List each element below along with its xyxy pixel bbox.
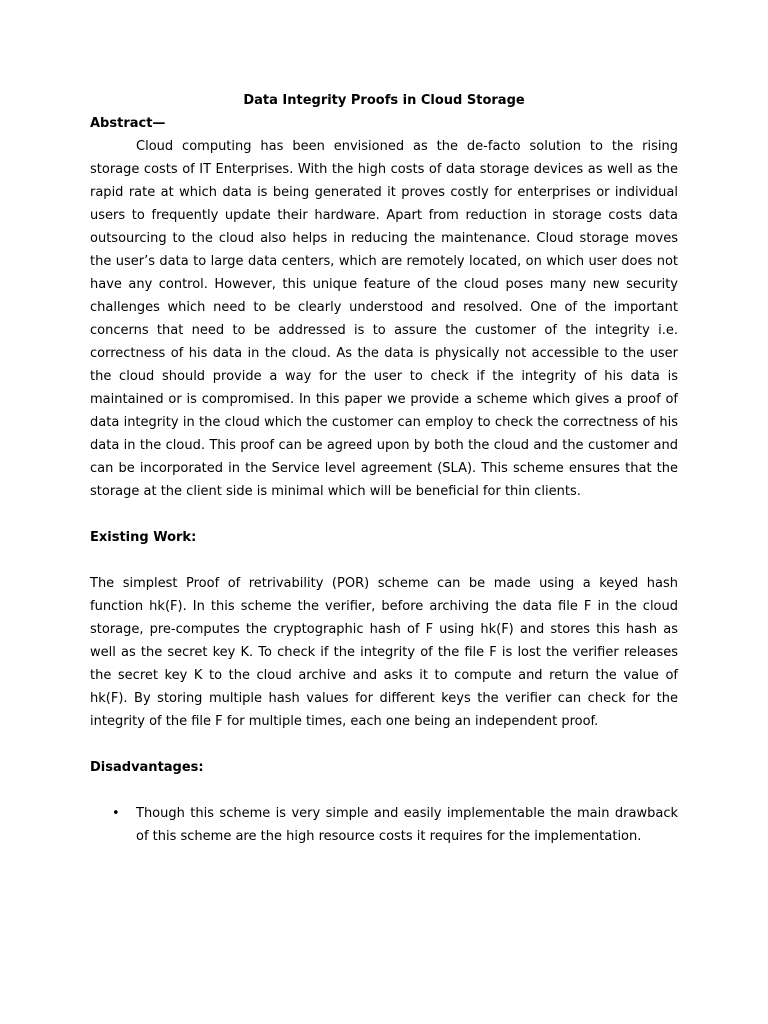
existing-work-heading: Existing Work: [90,530,197,545]
spacer [90,549,678,572]
disadvantages-list [90,802,678,848]
document-page [90,89,678,848]
spacer [90,733,678,756]
list-item [90,802,678,848]
abstract-paragraph: Cloud computing has been envisioned as the de-facto solution to the rising storage costs of IT Enterprises. With the high costs of data storage devices as well as the rapid rate at which data is being generated it proves costly for enterprises or individual users to frequently update their hardware. Apart from reduction in storage costs data outsourcing to the cloud also helps in reducing the maintenance. Cloud storage moves the user’s data to large data centers, which are remotely located, on which user does not have any control. However, this unique feature of the cloud poses many new security challenges which need to be clearly understood and resolved. One of the important concerns that need to be addressed is to assure the customer of the integrity i.e. correctness of his data in the cloud. As the data is physically not accessible to the user the cloud should provide a way for the user to check if the integrity of his data is maintained or is compromised. In this paper we provide a scheme which gives a proof of data integrity in the cloud which the customer can employ to check the correctness of his data in the cloud. This proof can be agreed upon by both the cloud and the customer and can be incorporated in the Service level agreement (SLA). This scheme ensures that the storage at the client side is minimal which will be beneficial for thin clients. [90,139,678,499]
spacer [90,503,678,526]
spacer [90,779,678,802]
existing-work-paragraph: The simplest Proof of retrivability (POR) scheme can be made using a keyed hash function hk(F). In this scheme the verifier, before archiving the data file F in the cloud storage, pre-computes the cryptographic hash of F using hk(F) and stores this hash as well as the secret key K. To check if the integrity of the file F is lost the verifier releases the secret key K to the cloud archive and asks it to compute and return the value of hk(F). By storing multiple hash values for different keys the verifier can check for the integrity of the file F for multiple times, each one being an independent proof. [90,576,678,729]
list-item-text: Though this scheme is very simple and easily implementable the main drawback of this scheme are the high resource costs it requires for the implementation. [136,806,678,844]
abstract-heading: Abstract— [90,116,166,131]
bullet-icon: • [112,806,120,821]
disadvantages-heading: Disadvantages: [90,760,204,775]
document-title: Data Integrity Proofs in Cloud Storage [243,93,525,108]
